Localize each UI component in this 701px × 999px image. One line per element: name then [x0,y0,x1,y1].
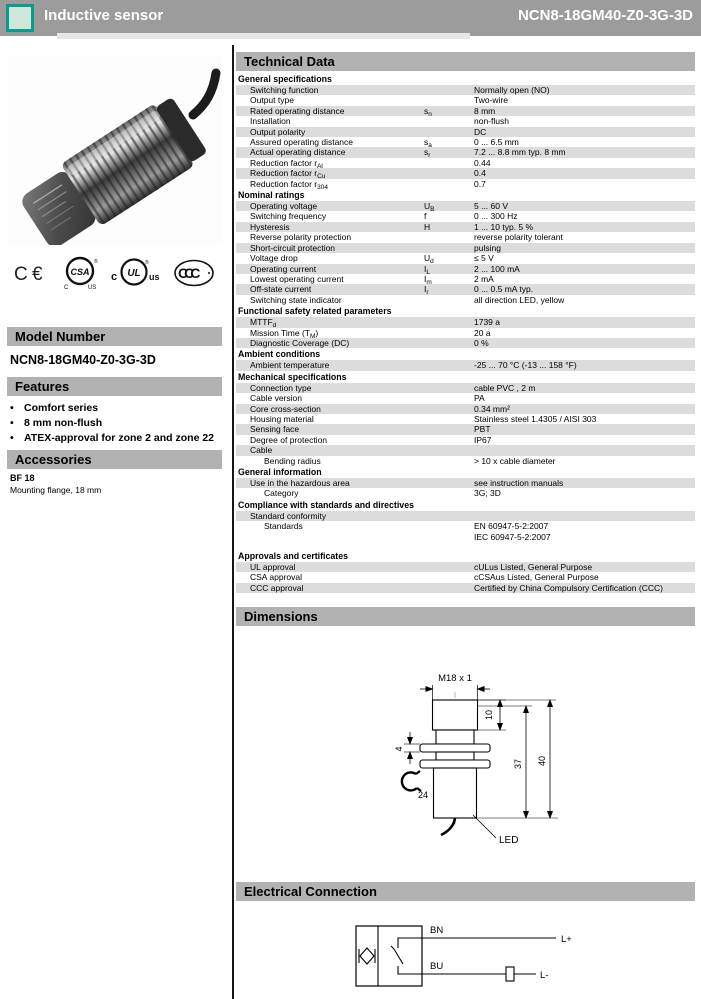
spec-symbol [424,583,474,593]
spec-row [236,264,695,274]
spec-row [236,116,695,126]
spec-section-title: General specifications [238,74,332,84]
spec-row [236,243,695,253]
spec-symbol [424,232,474,242]
spec-row [236,383,695,393]
svg-text:c: c [111,270,118,283]
model-number-value: NCN8-18GM40-Z0-3G-3D [10,353,156,367]
spec-row [236,201,695,214]
svg-text:C: C [14,263,28,285]
spec-row [236,583,695,593]
spec-row [236,572,695,582]
spec-symbol: $s_r$ [424,147,431,160]
spec-row [236,414,695,424]
spec-symbol: $s_a$ [424,137,432,150]
terminal-lplus-label: L+ [561,934,572,945]
spec-section-title: Functional safety related parameters [238,306,392,317]
spec-value: pulsing [474,242,501,253]
spec-label: Sensing face [250,424,300,435]
dim-4-label: 4 [394,746,404,752]
svg-text:€: € [32,263,43,285]
product-photo [7,55,222,245]
spec-value: > 10 x cable diameter [474,455,556,466]
spec-value: 0.4 [474,168,486,179]
dim-thread-label: M18 x 1 [438,673,472,684]
spec-value: ≤ 5 V [474,253,494,264]
spec-symbol [424,404,474,414]
svg-text:US: US [88,284,97,291]
dimension-drawing [380,668,620,868]
spec-label: Category [264,488,299,499]
spec-symbol [424,328,474,338]
spec-value: 1 ... 10 typ. 5 % [474,221,534,232]
spec-label: Output type [250,95,294,106]
header-substrip [57,33,470,39]
cul-mark-icon [111,256,161,290]
spec-symbol [424,562,474,572]
spec-row [236,435,695,445]
wrench-size-label: 24 [418,790,429,800]
accessory-description: Mounting flange, 18 mm [10,485,102,495]
features-header: Features [7,377,222,396]
technical-data-section [236,52,695,593]
electrical-diagram [348,918,628,996]
load-symbol [506,967,514,981]
spec-symbol [424,456,474,466]
model-number-header: Model Number [7,327,222,346]
spec-row [236,562,695,572]
spec-row [236,424,695,434]
spec-value: Stainless steel 1.4305 / AISI 303 [474,413,597,424]
spec-section-title: Approvals and certificates [238,551,348,562]
spec-row [236,232,695,242]
spec-row [236,393,695,403]
spec-symbol [424,488,474,498]
spec-section-title: Mechanical specifications [238,371,347,382]
spec-value [474,445,695,455]
spec-row [236,179,695,189]
spec-label: Operating voltage [250,201,318,212]
spec-label: Voltage drop [250,253,298,264]
spec-symbol [424,393,474,403]
spec-symbol: f [424,211,427,222]
spec-label: Reduction factor $r_{Cu}$ [250,168,326,181]
spec-symbol [424,179,474,189]
spec-label: Reverse polarity protection [250,232,352,243]
spec-symbol: $s_n$ [424,105,432,118]
spec-value: 7.2 ... 8.8 mm typ. 8 mm [474,147,566,158]
spec-symbol: $I_r$ [424,284,429,297]
spec-value: 20 a [474,327,491,338]
spec-label: Actual operating distance [250,147,346,158]
spec-label: Switching state indicator [250,294,342,305]
spec-label: UL approval [250,562,296,573]
spec-row [236,445,695,455]
spec-label: Output polarity [250,126,306,137]
column-divider [232,45,234,999]
spec-row [236,137,695,150]
spec-symbol [424,158,474,168]
page-header [0,0,701,36]
spec-symbol [424,127,474,137]
spec-symbol [424,116,474,126]
spec-value: Certified by China Compulsory Certification (CCC) [474,582,663,593]
spec-row [236,338,695,348]
spec-value: reverse polarity tolerant [474,232,563,243]
ccc-mark-icon [172,258,216,288]
spec-symbol: H [424,221,431,232]
spec-value: Normally open (NO) [474,85,550,95]
csa-mark-icon [62,255,100,291]
spec-row [236,168,695,181]
spec-symbol [424,445,474,455]
spec-symbol [424,572,474,582]
spec-value: 0.44 [474,157,491,168]
spec-label: Rated operating distance [250,105,345,116]
spec-value: cULus Listed, General Purpose [474,562,593,573]
spec-symbol [424,414,474,424]
spec-symbol: $U_d$ [424,253,434,266]
accessory-name: BF 18 [10,473,35,483]
feature-item: • ATEX-approval for zone 2 and zone 22 [10,432,215,444]
spec-value: 8 mm [474,105,496,116]
spec-value: all direction LED, yellow [474,294,565,305]
spec-row [236,147,695,160]
spec-label: Connection type [250,382,312,393]
spec-value: see instruction manuals [474,478,564,488]
spec-label: Ambient temperature [250,360,330,371]
spec-row [236,253,695,266]
spec-symbol [424,383,474,393]
spec-label: Hysteresis [250,221,290,232]
spec-label: Switching frequency [250,211,327,222]
spec-label: Reduction factor $r_{304}$ [250,178,328,191]
spec-value: 2 mA [474,273,494,284]
spec-value: 0.7 [474,178,486,189]
spec-symbol [424,243,474,253]
spec-symbol [424,478,474,488]
spec-value: cable PVC , 2 m [474,382,536,393]
spec-symbol [424,95,474,105]
ce-mark-icon [13,260,51,286]
spec-symbol [424,338,474,348]
spec-value: Two-wire [474,95,509,106]
spec-label: Core cross-section [250,403,321,414]
spec-label: Operating current [250,263,317,274]
spec-row [236,521,695,542]
spec-label: Housing material [250,413,314,424]
spec-row [236,284,695,297]
spec-label: Standard conformity [250,510,327,521]
spec-value: 1739 a [474,317,500,328]
spec-row [236,106,695,116]
spec-section-title: General information [238,467,322,477]
spec-value: DC [474,126,487,137]
product-type-title: Inductive sensor [44,7,164,24]
header-model-number: NCN8-18GM40-Z0-3G-3D [517,7,693,24]
svg-text:C: C [64,284,69,291]
spec-label: Cable [250,445,273,456]
features-list [10,401,220,446]
led-label: LED [499,835,519,846]
spec-label: Lowest operating current [250,273,344,284]
spec-value: 0 % [474,337,489,348]
spec-symbol [424,168,474,178]
spec-row [236,488,695,498]
svg-text:UL: UL [127,267,141,279]
spec-symbol [424,360,474,370]
spec-label: Diagnostic Coverage (DC) [250,337,350,348]
accessories-header: Accessories [7,450,222,469]
drawing-cable [441,818,455,835]
spec-label: Short-circuit protection [250,242,336,253]
spec-value: -25 ... 70 °C (-13 ... 158 °F) [474,360,577,371]
spec-row [236,274,695,284]
spec-label: Standards [264,521,303,532]
dim-40-label: 40 [537,755,547,767]
technical-data-header: Technical Data [236,52,695,71]
spec-section-title: Ambient conditions [238,349,321,360]
spec-label: Degree of protection [250,434,328,445]
spec-label: $MTTF_d$ [250,317,277,330]
spec-symbol [424,511,474,521]
spec-row [236,158,695,168]
spec-row [236,456,695,466]
spec-row [236,511,695,521]
spec-section-title: Nominal ratings [238,190,305,201]
spec-value [474,511,695,521]
spec-label: Use in the hazardous area [250,478,350,488]
terminal-lminus-label: L- [540,970,549,981]
spec-label: Reduction factor $r_{Al}$ [250,157,323,170]
spec-label: Installation [250,116,291,127]
spec-row [236,211,695,221]
spec-row [236,317,695,330]
spec-row [236,222,695,232]
feature-item: • 8 mm non-flush [10,417,103,429]
electrical-connection-header: Electrical Connection [236,882,695,901]
spec-symbol [424,85,474,95]
spec-row [236,295,695,305]
spec-value: non-flush [474,116,509,127]
spec-symbol [424,295,474,305]
spec-row [236,127,695,137]
spec-section-title: Compliance with standards and directives [238,499,414,510]
spec-label: Mission Time $(T_M)$ [250,327,319,340]
spec-row [236,360,695,370]
spec-row [236,95,695,105]
approval-logos [7,250,222,295]
spec-value: PA [474,393,485,404]
spec-row [236,404,695,414]
spec-value: 2 ... 100 mA [474,263,520,274]
svg-text:us: us [149,271,160,282]
spec-value: cCSAus Listed, General Purpose [474,572,599,583]
spec-label: Bending radius [264,455,321,466]
spec-label: Assured operating distance [250,137,354,148]
spec-value: 0 ... 0.5 mA typ. [474,284,534,295]
spec-symbol: $I_L$ [424,263,430,276]
spec-label: Switching function [250,85,319,95]
svg-text:®: ® [94,258,98,265]
svg-text:CCC: CCC [178,264,197,281]
spec-symbol [424,435,474,445]
spec-row [236,328,695,338]
spec-value: IP67 [474,434,492,445]
svg-text:CSA: CSA [70,266,90,277]
spec-value: 0 ... 300 Hz [474,211,518,222]
wire-bu-label: BU [430,961,444,972]
spec-symbol [424,521,474,542]
brand-square-icon [6,4,34,32]
spec-symbol: $I_m$ [424,273,432,286]
spec-symbol [424,317,474,327]
svg-text:®: ® [145,259,149,266]
spec-row [236,85,695,95]
spec-label: Cable version [250,393,302,404]
spec-symbol: $U_B$ [424,201,435,214]
spec-label: CSA approval [250,572,302,583]
feature-item: • Comfort series [10,402,99,414]
wire-bn-label: BN [430,925,444,936]
spec-value: PBT [474,424,491,435]
dim-37-label: 37 [513,758,523,770]
spec-symbol [424,424,474,434]
spec-row [236,478,695,488]
dim-10-label: 10 [484,709,494,721]
dimensions-header: Dimensions [236,607,695,626]
wrench-icon [402,771,421,791]
spec-value: 5 ... 60 V [474,201,509,212]
spec-label: CCC approval [250,582,304,593]
spec-label: Off-state current [250,284,312,295]
spec-value: 0.34 mm² [474,403,510,414]
tech-table [236,73,695,593]
spec-value: 3G; 3D [474,488,501,499]
spec-value: 0 ... 6.5 mm [474,137,519,148]
spec-value: EN 60947-5-2:2007 IEC 60947-5-2:2007 [474,521,551,542]
